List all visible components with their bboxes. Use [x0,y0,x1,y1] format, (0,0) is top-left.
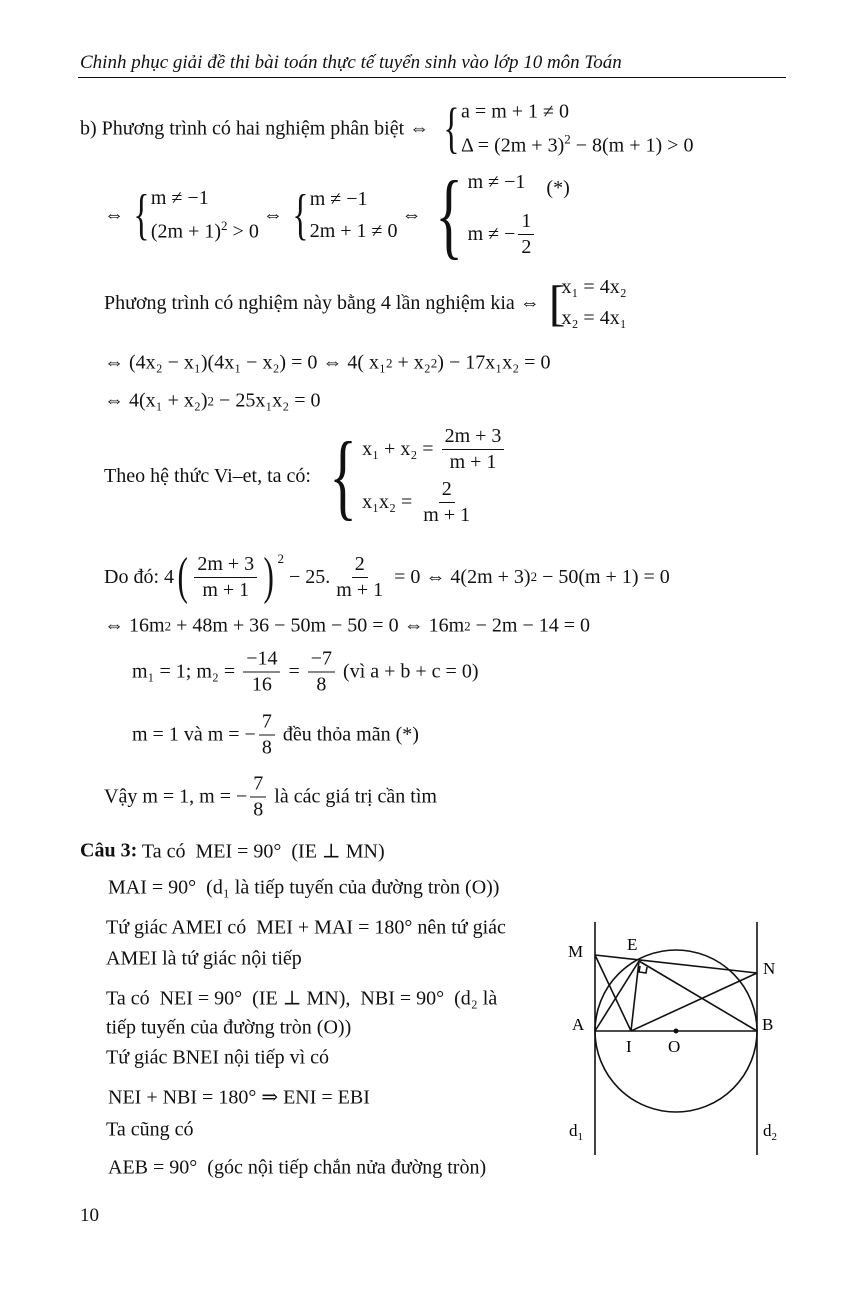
system-row: a = m + 1 ≠ 0 [461,100,569,123]
line-substitution: Do đó: 4 ( $\frac{2m + 3}{m + 1}$ ) $^2$ − 25. $\frac{2}{m + 1}$ = 0 ⇔ 4(2m + 3) 2 − 50(m + 1) = 0 [104,548,670,605]
page-number: 10 [80,1205,99,1226]
svg-text:d1: $d_1$ [569,1121,583,1143]
question-3-heading: Câu 3: Ta có MEI = 90° (IE ⊥ MN) [80,839,385,863]
line-check: m = 1 và m = − $\frac{7}{8}$ đều thỏa mãn (*) [132,710,419,759]
line-vieta: Theo hệ thức Vi–et, ta có: { x₁ + x₂ = $\frac{2m + 3}{m + 1}$ x₁x₂ = $\frac{2}{m + 1}$ [104,425,511,527]
system: { a = m + 1 ≠ 0 $\Delta = (2m + 3)^2 - 8(m + 1) > 0$ [443,98,694,160]
proof-line: Ta cũng có [106,1118,194,1141]
right-angle-mark [639,966,647,973]
line-expand: ⇔ 16m 2 + 48m + 36 − 50m − 50 = 0 ⇔ 16m 2 − 2m − 14 = 0 [104,614,591,637]
proof-line: AEB = 90° (góc nội tiếp chắn nửa đường tròn) [108,1156,487,1179]
svg-text:A: A [572,1015,585,1034]
proof-line: Tứ giác AMEI có MEI + MAI = 180° nên tứ giác [106,916,506,939]
running-header: Chinh phục giải đề thi bài toán thực tế tuyển sinh vào lớp 10 môn Toán [80,52,622,73]
svg-text:O: O [668,1037,681,1056]
svg-text:N: N [763,959,776,978]
svg-text:I: I [626,1037,632,1056]
line-sum: ⇔ 4(x₁ + x₂) 2 − 25x₁x₂ = 0 [104,389,321,412]
proof-line: MAI = 90° (d₁ là tiếp tuyến của đường tròn (O)) [108,876,500,899]
svg-text:B: B [762,1015,774,1034]
proof-line: AMEI là tứ giác nội tiếp [106,947,302,970]
line-product: ⇔ (4x₂ − x₁)(4x₁ − x₂) = 0 ⇔ 4( x₁ 2 + x₂ 2 ) − 17x₁x₂ = 0 [104,351,551,374]
svg-text:M: M [568,942,584,961]
line-root-relation: Phương trình có nghiệm này bằng 4 lần nghiệm kia ⇔ [ x₁ = 4x₂ x₂ = 4x₁ [104,275,627,331]
text: b) Phương trình có hai nghiệm phân biệt ⇔ [80,117,435,140]
line-equivalences: ⇔ { m ≠ −1 $(2m + 1)^2 > 0$ ⇔ { m ≠ −1 2m + 1 ≠ 0 ⇔ { m ≠ −1 m ≠ − $\frac{1}{2}$ (*) [104,161,570,268]
system-row: $\Delta = (2m + 3)^2 - 8(m + 1) > 0$ [461,131,694,157]
line-conclusion: Vậy m = 1, m = − $\frac{7}{8}$ là các giá trị cần tìm [104,772,437,821]
proof-line: Ta có NEI = 90° (IE ⊥ MN), NBI = 90° (d₂ là [106,987,498,1010]
svg-text:E: E [627,935,638,954]
proof-line: tiếp tuyến của đường tròn (O)) [106,1016,352,1039]
svg-text:d2: $d_2$ [763,1121,777,1143]
line-roots: m₁ = 1; m₂ = $\frac{-14}{16}$ = $\frac{-7}{8}$ (vì a + b + c = 0) [132,647,479,696]
proof-line: NEI + NBI = 180° ⇒ ENI = EBI [108,1086,370,1109]
proof-line: Tứ giác BNEI nội tiếp vì có [106,1046,330,1069]
